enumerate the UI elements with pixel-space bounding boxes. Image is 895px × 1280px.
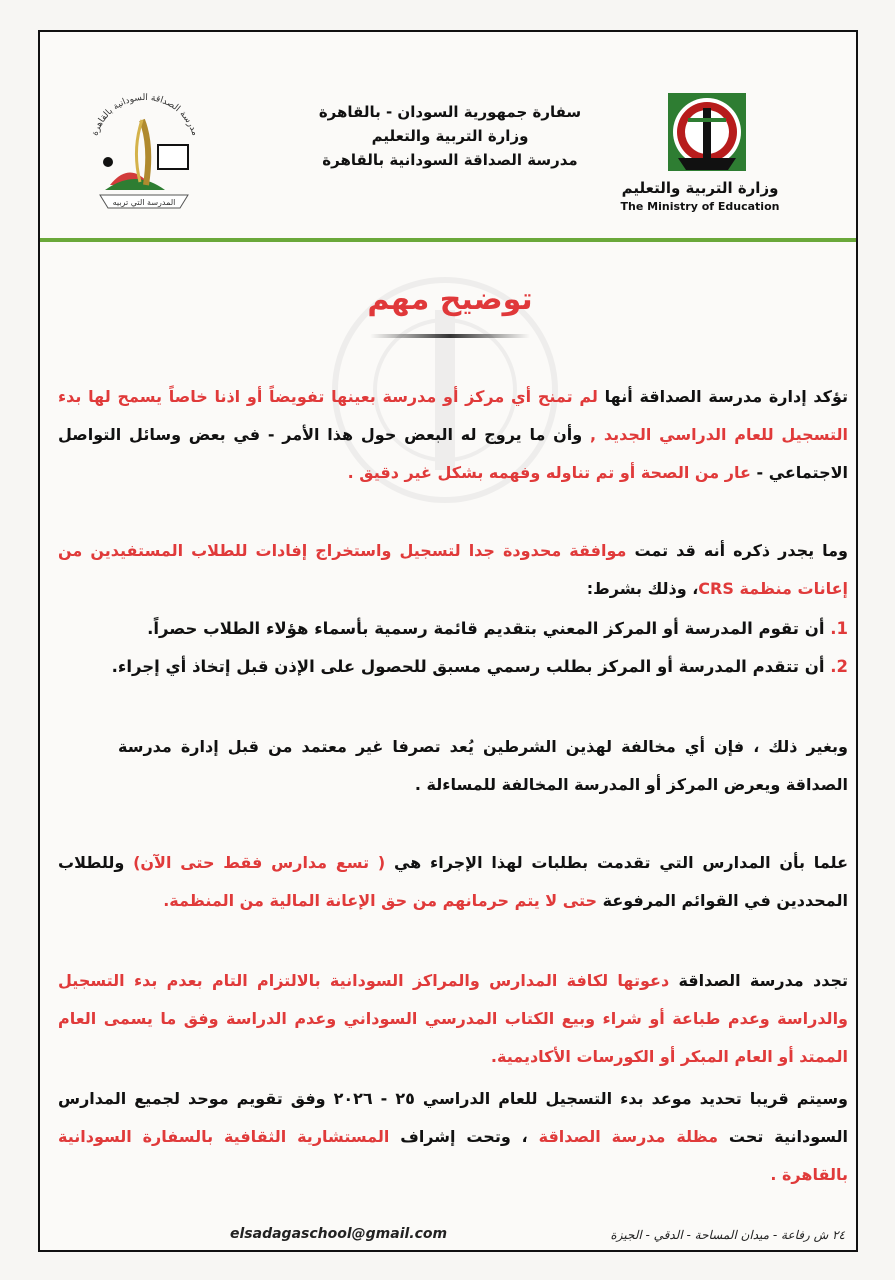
- title-underline: [370, 334, 530, 338]
- p1-text-b: لم تمنح أي مركز أو مدرسة بعينها تفويضاً أو اذنا خاصاً يسمح لها بدء التسجيل للعام الدراسي الجديد ,: [58, 387, 848, 444]
- page-title: توضيح مهم: [367, 282, 533, 317]
- list-item-number: 1.: [830, 619, 848, 638]
- header-text: [300, 100, 600, 172]
- p2-text-b: موافقة محدودة جدا لتسجيل واستخراج إفادات للطلاب المستفيدين من إعانات منظمة CRS: [58, 541, 848, 598]
- p2-text-a: وما يجدر ذكره أنه قد تمت: [626, 541, 849, 560]
- paragraph-3: [58, 728, 848, 804]
- list-item: [58, 610, 848, 648]
- ministry-logo-ar: وزارة التربية والتعليم: [621, 179, 779, 197]
- footer-address: ٢٤ ش رفاعة - ميدان المساحة - الدقي - الجيزة: [610, 1228, 845, 1242]
- p6-text-a: وسيتم قريبا تحديد موعد بدء التسجيل للعام الدراسي ٢٥ - ٢٠٢٦ وفق تقويم موحد لجميع المدارس السودانية تحت: [58, 1089, 849, 1146]
- ministry-line: وزارة التربية والتعليم: [371, 127, 529, 145]
- p6-text-d: المستشارية الثقافية بالسفارة السودانية بالقاهرة .: [58, 1127, 848, 1184]
- list-item-text: أن تقوم المدرسة أو المركز المعني بتقديم قائمة رسمية بأسماء هؤلاء الطلاب حصراً.: [147, 619, 831, 638]
- paragraph-4: [58, 844, 848, 920]
- footer-email[interactable]: elsadagaschool@gmail.com: [230, 1226, 448, 1242]
- p1-text-c: وأن ما يروج له البعض حول هذا الأمر - في بعض وسائل التواصل الاجتماعي -: [58, 425, 848, 482]
- p4-text-a: علما بأن المدارس التي تقدمت بطلبات لهذا الإجراء هي: [385, 853, 849, 872]
- school-logo: [80, 90, 210, 220]
- paragraph-2: [58, 532, 848, 608]
- paragraph-1: [58, 378, 848, 492]
- p6-text-b: مظلة مدرسة الصداقة: [538, 1127, 719, 1146]
- p4-text-d: حتى لا يتم حرمانهم من حق الإعانة المالية من المنظمة.: [163, 891, 598, 910]
- paragraph-6: [58, 1080, 848, 1194]
- list-item-text: أن تتقدم المدرسة أو المركز بطلب رسمي مسبق للحصول على الإذن قبل إتخاذ أي إجراء.: [111, 657, 831, 676]
- school-logo-top-text: مدرسة الصداقة السودانية بالقاهرة: [90, 92, 200, 138]
- p1-text-d: عار من الصحة أو تم تناوله وفهمه بشكل غير دقيق .: [347, 463, 751, 482]
- embassy-line: سفارة جمهورية السودان - بالقاهرة: [318, 103, 582, 121]
- p1-text-a: تؤكد إدارة مدرسة الصداقة أنها: [597, 387, 849, 406]
- header-divider: [40, 238, 856, 242]
- conditions-list: [58, 610, 848, 686]
- paragraph-5: [58, 962, 848, 1076]
- p4-text-b: ( تسع مدارس فقط حتى الآن): [133, 853, 386, 872]
- school-logo-bottom-text: المدرسة التي تربيه: [112, 198, 176, 207]
- p5-text-b: دعوتها لكافة المدارس والمراكز السودانية بالالتزام التام بعدم بدء التسجيل والدراسة وعدم طباعة أو شراء وبيع الكتاب المدرسي السوداني وعدم الدراسة وفق ما يسمى العام الممتد أو العام المبكر أو الكورسات الأكاديمية.: [58, 971, 848, 1066]
- p5-text-a: تجدد مدرسة الصداقة: [669, 971, 848, 990]
- school-line: مدرسة الصداقة السودانية بالقاهرة: [322, 151, 578, 169]
- p6-text-c: ، وتحت إشراف: [389, 1127, 539, 1146]
- p4-text-c: وللطلاب المحددين في القوائم المرفوعة: [58, 853, 848, 910]
- ministry-logo: [610, 78, 790, 218]
- list-item-number: 2.: [830, 657, 848, 676]
- p3-text: وبغير ذلك ، فإن أي مخالفة لهذين الشرطين يُعد تصرفا غير معتمد من قبل إدارة مدرسة الصداقة ويعرض المركز أو المدرسة المخالفة للمساءلة .: [118, 737, 848, 794]
- ministry-logo-en: The Ministry of Education: [620, 200, 780, 213]
- p2-text-c: ، وذلك بشرط:: [586, 579, 699, 598]
- list-item: [58, 648, 848, 686]
